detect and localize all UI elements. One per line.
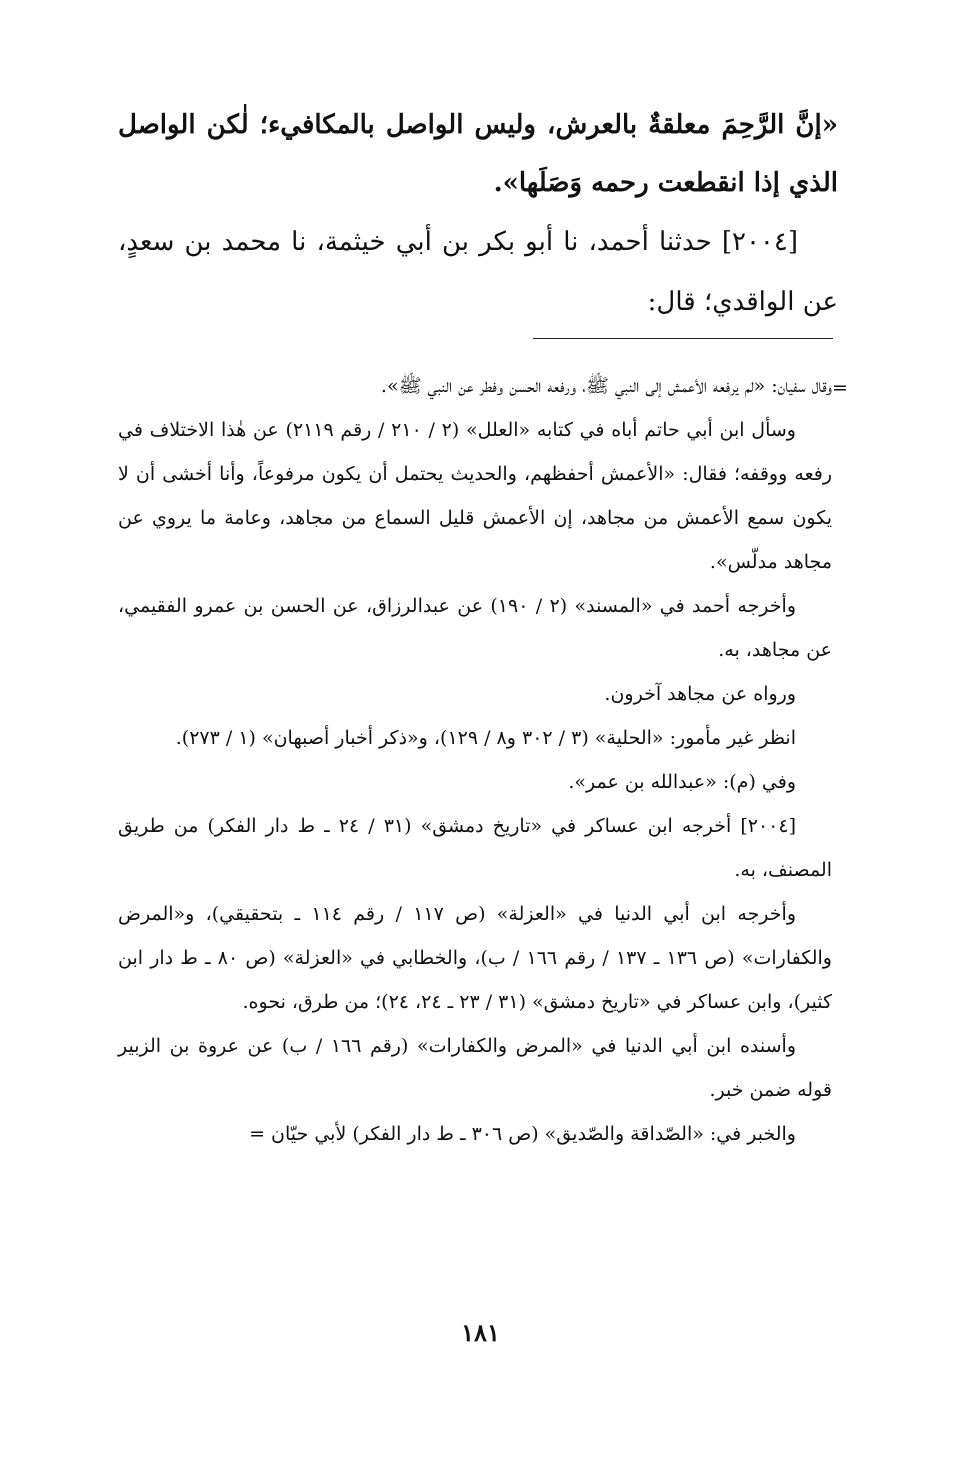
footnote-separator bbox=[533, 338, 833, 339]
continuation-mark: = bbox=[832, 377, 848, 399]
footnote-paragraph: ورواه عن مجاهد آخرون. bbox=[604, 683, 796, 705]
isnad-paragraph: [٢٠٠٤] حدثنا أحمد، نا أبو بكر بن أبي خيثمة، نا محمد بن سعدٍ، عن الواقدي؛ قال: bbox=[118, 227, 838, 317]
hadith-quote: «إنَّ الرَّحِمَ معلقةٌ بالعرش، وليس الواصل بالمكافيء؛ لٰكن الواصل الذي إذا انقطعت رحمه وَصَلَها». bbox=[118, 110, 838, 198]
footnote-paragraph: وقال سفيان: «لم يرفعه الأعمش إلى النبي ﷺ، ورفعه الحسن وفطر عن النبي ﷺ». bbox=[380, 375, 832, 397]
main-text bbox=[118, 96, 838, 332]
footnote-paragraph: وأسنده ابن أبي الدنيا في «المرض والكفارات» (رقم ١٦٦ / ب) عن عروة بن الزبير قوله ضمن خبر. bbox=[118, 1035, 832, 1101]
footnotes bbox=[118, 364, 832, 1156]
footnote-paragraph: وفي (م): «عبدالله بن عمر». bbox=[568, 771, 796, 793]
page-number: ١٨١ bbox=[461, 1318, 500, 1347]
footnote-paragraph: انظر غير مأمور: «الحلية» (٣ / ٣٠٢ و٨ / ١٢٩)، و«ذكر أخبار أصبهان» (١ / ٢٧٣). bbox=[175, 727, 796, 749]
footnote-paragraph: وأخرجه أحمد في «المسند» (٢ / ١٩٠) عن عبدالرزاق، عن الحسن بن عمرو الفقيمي، عن مجاهد، به. bbox=[118, 595, 832, 661]
footnote-paragraph: [٢٠٠٤] أخرجه ابن عساكر في «تاريخ دمشق» (٣١ / ٢٤ ـ ط دار الفكر) من طريق المصنف، به. bbox=[118, 815, 832, 881]
footnote-paragraph: والخبر في: «الصّداقة والصّديق» (ص ٣٠٦ ـ ط دار الفكر) لأبي حيّان = bbox=[249, 1123, 796, 1145]
footnote-paragraph: وسأل ابن أبي حاتم أباه في كتابه «العلل» (٢ / ٢١٠ / رقم ٢١١٩) عن هٰذا الاختلاف في رفعه ووقفه؛ فقال: «الأعمش أحفظهم، والحديث يحتمل أن يكون مرفوعاً، وأنا أخشى أن لا يكون سمع الأعمش من مجاهد، إن الأعمش قليل السماع من مجاهد، وعامة ما يروي عن مجاهد مدلّس». bbox=[118, 419, 832, 573]
footnote-paragraph: وأخرجه ابن أبي الدنيا في «العزلة» (ص ١١٧ / رقم ١١٤ ـ بتحقيقي)، و«المرض والكفارات» (ص ١٣٦ ـ ١٣٧ / رقم ١٦٦ / ب)، والخطابي في «العزلة» (ص ٨٠ ـ ط دار ابن كثير)، وابن عساكر في «تاريخ دمشق» (٣١ / ٢٣ ـ ٢٤، ٢٤)؛ من طرق، نحوه. bbox=[118, 903, 832, 1013]
